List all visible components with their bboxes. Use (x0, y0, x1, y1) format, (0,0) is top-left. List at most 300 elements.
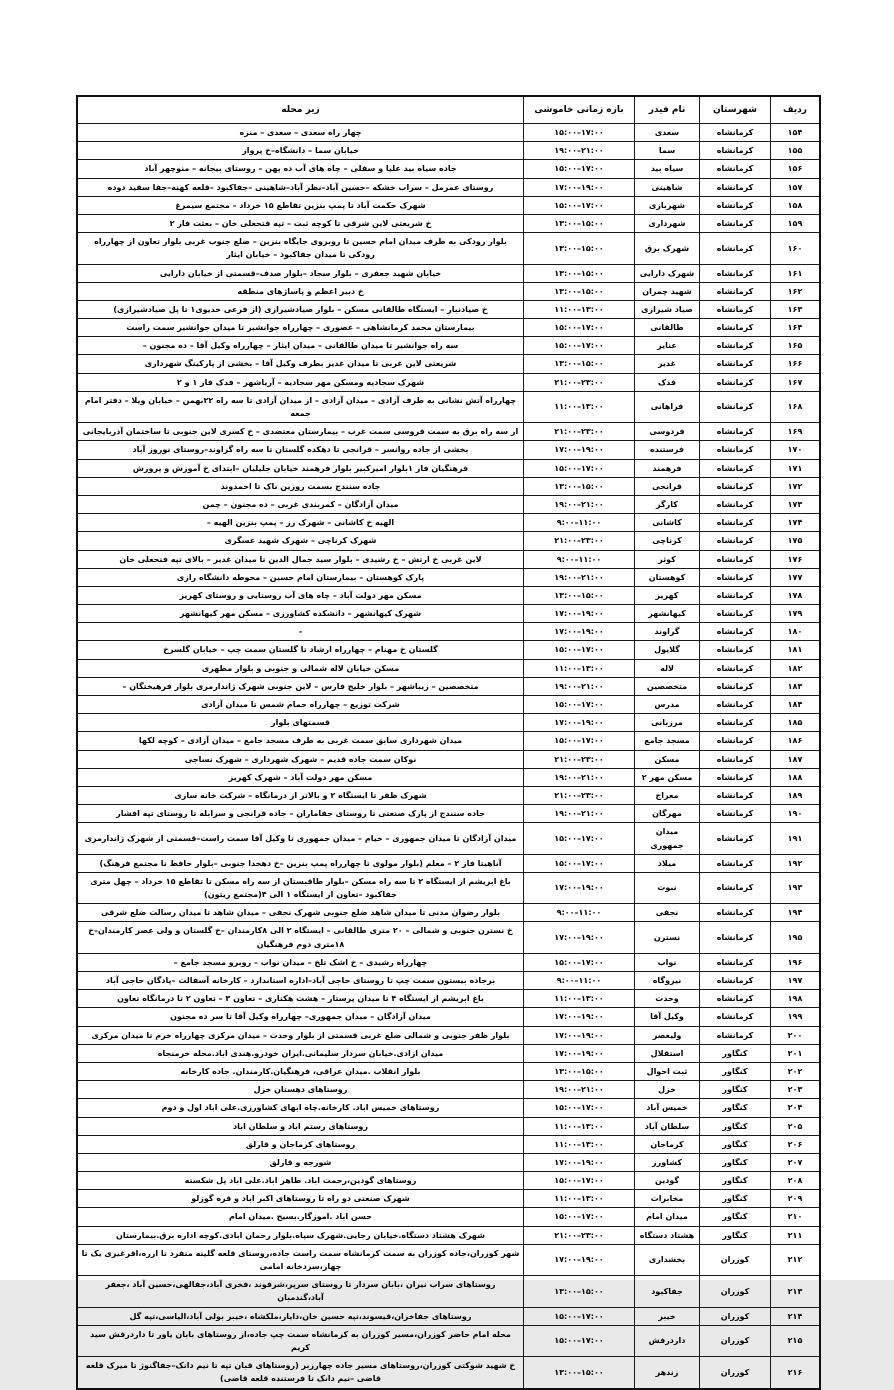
county-cell: کرمانشاه (700, 953, 771, 971)
row-number-cell: ۱۶۱ (771, 264, 821, 282)
row-number-cell: ۱۶۷ (771, 373, 821, 391)
table-row (77, 160, 820, 178)
feeder-cell: ثبت احوال (635, 1062, 700, 1080)
header-row-number: ردیف (771, 96, 821, 124)
feeder-cell: فراهانی (635, 391, 700, 422)
table-row (77, 1099, 820, 1117)
table-row (77, 441, 820, 459)
county-cell: کرمانشاه (700, 355, 771, 373)
sub-locality-cell: قسمتهای بلوار (77, 714, 524, 732)
table-row (77, 391, 820, 422)
county-cell: کوزران (700, 1244, 771, 1275)
county-cell: کرمانشاه (700, 990, 771, 1008)
county-cell: کرمانشاه (700, 677, 771, 695)
feeder-cell: کوهستان (635, 568, 700, 586)
county-cell: کرمانشاه (700, 696, 771, 714)
table-row (77, 1208, 820, 1226)
feeder-cell: کرناچی (635, 532, 700, 550)
time-range-cell: ۱۹:۰۰–۲۱:۰۰ (524, 768, 635, 786)
time-range-cell: ۹:۰۰–۱۱:۰۰ (524, 904, 635, 922)
table-row (77, 300, 820, 318)
sub-locality-cell: روستاهای گودین،رحمت اباد. طاهر اباد.علی اباد پل شکسته (77, 1172, 524, 1190)
row-number-cell: ۱۸۸ (771, 768, 821, 786)
row-number-cell: ۱۶۲ (771, 282, 821, 300)
county-cell: کرمانشاه (700, 196, 771, 214)
table-row (77, 142, 820, 160)
sub-locality-cell: خ نسترن جنوبی و شمالی – ۲۰ متری طالقانی – ایستگاه ۲ الی ۸کارمندان –خ گلستان و ولی عصر کارمندان–خ ۱۸متری دوم فرهنگیان (77, 922, 524, 953)
sub-locality-cell: چهارراه رشیدی – خ اشک تلخ – میدان نواب – روبرو مسجد جامع – (77, 953, 524, 971)
row-number-cell: ۲۰۶ (771, 1135, 821, 1153)
time-range-cell: ۱۷:۰۰–۱۹:۰۰ (524, 1026, 635, 1044)
sub-locality-cell: روستاهای جفاخزان،قیسوند،تپه حسین خان،دایار،ملکشاه ،خیبر بولی آباد،الیاسی،تپه گل (77, 1307, 524, 1325)
row-number-cell: ۱۶۴ (771, 319, 821, 337)
sub-locality-cell: روستای عمرمل – سراب خشکه –حسین آباد–نظر آباد–شاهینی –جفاکبود –قلعه کهنه–جفا سفید دوده (77, 178, 524, 196)
table-row (77, 196, 820, 214)
feeder-cell: شهرک دارایی (635, 264, 700, 282)
county-cell: کرمانشاه (700, 214, 771, 232)
table-row (77, 1081, 820, 1099)
county-cell: کرمانشاه (700, 786, 771, 804)
table-row (77, 477, 820, 495)
feeder-cell: مدرس (635, 696, 700, 714)
feeder-cell: خزل (635, 1081, 700, 1099)
time-range-cell: ۱۷:۰۰–۱۹:۰۰ (524, 872, 635, 903)
time-range-cell: ۱۵:۰۰–۱۷:۰۰ (524, 854, 635, 872)
sub-locality-cell: الهیه خ کاشانی – شهرک رز – پمپ بنزین الهیه – (77, 514, 524, 532)
sub-locality-cell: باغ ابریشم از ایستگاه ۴ تا میدان پرستار – هشت هکتاری – تعاون ۳ – تعاون ۲ تا درمانگاه تعاون (77, 990, 524, 1008)
county-cell: کرمانشاه (700, 1026, 771, 1044)
sub-locality-cell: از سه راه برق به سمت فروسی سمت غرب – بیمارستان معتضدی – خ کسری لاین جنوبی تا ساختمان آذربایجانی (77, 423, 524, 441)
feeder-cell: ولیعصر (635, 1026, 700, 1044)
time-range-cell: ۱۱:۰۰–۱۳:۰۰ (524, 1135, 635, 1153)
sub-locality-cell: بلوار رضوان مدنی تا میدان شاهد ضلع جنوبی شهرک نجفی – میدان شاهد تا میدان رسالت ضلع شرقی (77, 904, 524, 922)
feeder-cell: گراوند (635, 623, 700, 641)
table-row (77, 1325, 820, 1356)
row-number-cell: ۲۰۱ (771, 1044, 821, 1062)
sub-locality-cell: خیابان سما – دانشگاه–خ پرواز (77, 142, 524, 160)
row-number-cell: ۲۰۸ (771, 1172, 821, 1190)
county-cell: کوزران (700, 1357, 771, 1389)
time-range-cell: ۲۱:۰۰–۲۳:۰۰ (524, 423, 635, 441)
row-number-cell: ۱۷۸ (771, 586, 821, 604)
feeder-cell: شهربازی (635, 196, 700, 214)
time-range-cell: ۱۱:۰۰–۱۳:۰۰ (524, 1190, 635, 1208)
county-cell: کرمانشاه (700, 623, 771, 641)
row-number-cell: ۲۰۲ (771, 1062, 821, 1080)
feeder-cell: مسکن مهر ۲ (635, 768, 700, 786)
time-range-cell: ۲۱:۰۰–۲۳:۰۰ (524, 532, 635, 550)
sub-locality-cell: روستاهای کرماجان و قارلق (77, 1135, 524, 1153)
row-number-cell: ۲۱۶ (771, 1357, 821, 1389)
county-cell: کرمانشاه (700, 532, 771, 550)
table-row (77, 1226, 820, 1244)
county-cell: کرمانشاه (700, 823, 771, 854)
row-number-cell: ۱۹۳ (771, 872, 821, 903)
county-cell: کرمانشاه (700, 550, 771, 568)
row-number-cell: ۲۰۰ (771, 1026, 821, 1044)
time-range-cell: ۱۹:۰۰–۲۱:۰۰ (524, 495, 635, 513)
feeder-cell: کهریز (635, 586, 700, 604)
time-range-cell: ۲۱:۰۰–۲۳:۰۰ (524, 786, 635, 804)
table-row (77, 623, 820, 641)
time-range-cell: ۱۷:۰۰–۱۹:۰۰ (524, 605, 635, 623)
table-row (77, 373, 820, 391)
table-row (77, 319, 820, 337)
time-range-cell: ۲۱:۰۰–۲۳:۰۰ (524, 1226, 635, 1244)
table-row (77, 532, 820, 550)
time-range-cell: ۱۱:۰۰–۱۳:۰۰ (524, 1117, 635, 1135)
table-row (77, 1357, 820, 1389)
table-row (77, 233, 820, 264)
sub-locality-cell: خیابان شهید جعفری – بلوار سجاد –بلوار صدف–قسمتی از خیابان دارایی (77, 264, 524, 282)
table-row (77, 1190, 820, 1208)
time-range-cell: ۱۵:۰۰–۱۷:۰۰ (524, 124, 635, 142)
table-row (77, 854, 820, 872)
county-cell: کرمانشاه (700, 337, 771, 355)
row-number-cell: ۱۹۷ (771, 972, 821, 990)
row-number-cell: ۱۷۳ (771, 495, 821, 513)
table-row (77, 641, 820, 659)
sub-locality-cell: برجاده بیستون سمت چپ تا روستای حاجی آباد–اداره استاندارد – کارخانه آسفالت –پادگان حاجی آباد (77, 972, 524, 990)
sub-locality-cell: خ شهید شوکتی کوزران،روستاهای مسیر جاده چهارزبر (روستاهای قبان تپه تا نیم دانک–جفاگنوژ تا میرک قلعه قاضی –نیم دانک تا فرستنده قلعه قاضی) (77, 1357, 524, 1389)
row-number-cell: ۲۱۵ (771, 1325, 821, 1356)
sub-locality-cell: میدان آزادگان تا میدان جمهوری – خیام – میدان جمهوری تا وکیل آقا سمت راست–قسمتی از شهرک ژاندارمری (77, 823, 524, 854)
row-number-cell: ۱۵۵ (771, 142, 821, 160)
feeder-cell: کاشانی (635, 514, 700, 532)
row-number-cell: ۱۶۰ (771, 233, 821, 264)
time-range-cell: ۱۳:۰۰–۱۵:۰۰ (524, 355, 635, 373)
row-number-cell: ۱۷۱ (771, 459, 821, 477)
feeder-cell: مهرگان (635, 805, 700, 823)
header-outage-time: بازه زمانی خاموشی (524, 96, 635, 124)
county-cell: کوزران (700, 1325, 771, 1356)
feeder-cell: داردرفش (635, 1325, 700, 1356)
county-cell: کنگاور (700, 1117, 771, 1135)
sub-locality-cell: بیمارستان محمد کرمانشاهی – عصوری – چهارراه جوانشیر تا میدان جوانشیر سمت راست (77, 319, 524, 337)
row-number-cell: ۱۸۳ (771, 677, 821, 695)
table-row (77, 1117, 820, 1135)
row-number-cell: ۱۷۵ (771, 532, 821, 550)
row-number-cell: ۱۷۶ (771, 550, 821, 568)
time-range-cell: ۱۵:۰۰–۱۷:۰۰ (524, 459, 635, 477)
outage-table-container (76, 95, 821, 1390)
sub-locality-cell: گلستان خ مهنام – چهارراه ارشاد تا گلستان سمت چپ – خیابان گلسرخ (77, 641, 524, 659)
feeder-cell: جفاکبود (635, 1276, 700, 1307)
sub-locality-cell: بلوار رودکی به طرف میدان امام حسین تا روبروی جایگاه بنزین – ضلع جنوب غربی بلوار تعاون از چهارراه رودکی تا میدان جفاکبود – خیابان ایثار (77, 233, 524, 264)
sub-locality-cell: شهرک هشتاد دستگاه.خیابان رجایی.شهرک سپاه.بلوار رحمان ابادی.کوچه اداره برق.بیمارستان (77, 1226, 524, 1244)
row-number-cell: ۱۸۷ (771, 750, 821, 768)
table-row (77, 872, 820, 903)
county-cell: کنگاور (700, 1208, 771, 1226)
time-range-cell: ۱۷:۰۰–۱۹:۰۰ (524, 1008, 635, 1026)
county-cell: کرمانشاه (700, 872, 771, 903)
table-row (77, 568, 820, 586)
feeder-cell: فرهمند (635, 459, 700, 477)
row-number-cell: ۲۱۱ (771, 1226, 821, 1244)
feeder-cell: فردوسی (635, 423, 700, 441)
time-range-cell: ۱۷:۰۰–۱۹:۰۰ (524, 1044, 635, 1062)
time-range-cell: ۱۱:۰۰–۱۳:۰۰ (524, 990, 635, 1008)
feeder-cell: متخصصین (635, 677, 700, 695)
time-range-cell: ۱۷:۰۰–۱۹:۰۰ (524, 714, 635, 732)
table-row (77, 1135, 820, 1153)
feeder-cell: زندهر (635, 1357, 700, 1389)
table-row (77, 1244, 820, 1275)
time-range-cell: ۱۵:۰۰–۱۷:۰۰ (524, 732, 635, 750)
sub-locality-cell: روستاهای رستم اباد و سلطان اباد (77, 1117, 524, 1135)
time-range-cell: ۱۱:۰۰–۱۳:۰۰ (524, 300, 635, 318)
county-cell: کرمانشاه (700, 124, 771, 142)
feeder-cell: میلاد (635, 854, 700, 872)
time-range-cell: ۱۹:۰۰–۲۱:۰۰ (524, 1081, 635, 1099)
table-row (77, 423, 820, 441)
row-number-cell: ۱۹۹ (771, 1008, 821, 1026)
row-number-cell: ۱۶۳ (771, 300, 821, 318)
table-row (77, 990, 820, 1008)
sub-locality-cell: باغ ابریشم از ایستگاه ۲ تا سه راه مسکن –بلوار طاقبستان از سه راه مسکن تا تقاطع ۱۵ خرداد – چهل متری جفاکبود –تعاون از ایستگاه ۱ الی ۴(مجتمع زیتون) (77, 872, 524, 903)
feeder-cell: میدان امام (635, 1208, 700, 1226)
sub-locality-cell: روستاهای سراب نیران ،بابان سردار تا روستای سرپر،شرفوند ،فخری آباد،جفالهی،حسین آباد ،جعفر آباد،گندمبان (77, 1276, 524, 1307)
row-number-cell: ۱۷۰ (771, 441, 821, 459)
row-number-cell: ۱۷۷ (771, 568, 821, 586)
table-row (77, 495, 820, 513)
time-range-cell: ۱۹:۰۰–۲۱:۰۰ (524, 677, 635, 695)
county-cell: کرمانشاه (700, 233, 771, 264)
table-row (77, 514, 820, 532)
header-county: شهرستان (700, 96, 771, 124)
sub-locality-cell: چهارراه آتش نشانی به طرف آزادی – میدان آزادی – از میدان آزادی تا سه راه ۲۲بهمن – خیابان ویلا – دفتر امام جمعه (77, 391, 524, 422)
row-number-cell: ۱۹۶ (771, 953, 821, 971)
feeder-cell: کشاورز (635, 1153, 700, 1171)
county-cell: کرمانشاه (700, 922, 771, 953)
row-number-cell: ۱۸۶ (771, 732, 821, 750)
sub-locality-cell: بخشی از جاده روانسر – قرانجی تا دهکده گلستان تا سه راه گراوند–روستای نوروز آباد (77, 441, 524, 459)
sub-locality-cell: خ شریعتی لاین شرقی تا کوچه ثبت – تپه فتحعلی خان – بعثت فاز ۲ (77, 214, 524, 232)
feeder-cell: طالقانی (635, 319, 700, 337)
sub-locality-cell: روستاهای دهستان خزل (77, 1081, 524, 1099)
time-range-cell: ۱۳:۰۰–۱۵:۰۰ (524, 477, 635, 495)
row-number-cell: ۱۹۴ (771, 904, 821, 922)
county-cell: کرمانشاه (700, 300, 771, 318)
feeder-cell: مرزبانی (635, 714, 700, 732)
county-cell: کرمانشاه (700, 750, 771, 768)
row-number-cell: ۱۹۵ (771, 922, 821, 953)
county-cell: کرمانشاه (700, 586, 771, 604)
time-range-cell: ۱۷:۰۰–۱۹:۰۰ (524, 441, 635, 459)
table-row (77, 214, 820, 232)
sub-locality-cell: محله امام حاضر کوزران،مسیر کوزران به کرمانشاه سمت چپ جاده،از روستاهای بابان یاور تا داردرفش سید کریم (77, 1325, 524, 1356)
table-body (77, 124, 820, 1389)
table-row (77, 922, 820, 953)
outage-schedule-table (76, 95, 821, 1390)
feeder-cell: عنایر (635, 337, 700, 355)
sub-locality-cell: خ دبیر اعظم و پاساژهای منطقه (77, 282, 524, 300)
sub-locality-cell: میدان ازادی.خیابان سردار سلیمانی.ایران خودرو.هندی اباد.محله خرمنجاه (77, 1044, 524, 1062)
row-number-cell: ۱۷۹ (771, 605, 821, 623)
time-range-cell: ۹:۰۰–۱۱:۰۰ (524, 514, 635, 532)
table-row (77, 124, 820, 142)
table-row (77, 282, 820, 300)
feeder-cell: خیبر (635, 1307, 700, 1325)
header-sub-locality: زیر محله (77, 96, 524, 124)
sub-locality-cell: نوکان سمت جاده قدیم – شهرک شهرداری – شهرک نساجی (77, 750, 524, 768)
time-range-cell: ۹:۰۰–۱۱:۰۰ (524, 972, 635, 990)
time-range-cell: ۱۳:۰۰–۱۵:۰۰ (524, 282, 635, 300)
feeder-cell: معراج (635, 786, 700, 804)
sub-locality-cell: فرهنگیان فاز ۱بلوار امیرکبیر بلوار فرهمند خیابان جلیلیان –ابتدای خ آموزش و پرورش (77, 459, 524, 477)
sub-locality-cell: شهرک ظفر تا ایستگاه ۲ و بالاتر از درمانگاه – شرکت خانه سازی (77, 786, 524, 804)
table-row (77, 1172, 820, 1190)
feeder-cell: هشتاد دستگاه (635, 1226, 700, 1244)
row-number-cell: ۱۸۰ (771, 623, 821, 641)
feeder-cell: وحدت (635, 990, 700, 1008)
county-cell: کرمانشاه (700, 391, 771, 422)
feeder-cell: مسجد جامع (635, 732, 700, 750)
sub-locality-cell: میدان آزادگان – کمربندی غربی – ده مجنون – چمن (77, 495, 524, 513)
row-number-cell: ۲۱۳ (771, 1276, 821, 1307)
time-range-cell: ۱۹:۰۰–۲۱:۰۰ (524, 142, 635, 160)
row-number-cell: ۱۹۱ (771, 823, 821, 854)
row-number-cell: ۱۸۲ (771, 659, 821, 677)
sub-locality-cell: شرکت توزیع – چهارراه حمام شمس تا میدان آزادی (77, 696, 524, 714)
feeder-cell: شاهینی (635, 178, 700, 196)
sub-locality-cell: لاین غربی خ ارتش – خ رشیدی – بلوار سید جمال الدین تا میدان غدیر – بالای تپه فتحعلی خان (77, 550, 524, 568)
table-row (77, 1062, 820, 1080)
feeder-cell: سما (635, 142, 700, 160)
time-range-cell: ۱۵:۰۰–۱۷:۰۰ (524, 696, 635, 714)
table-row (77, 1276, 820, 1307)
table-row (77, 178, 820, 196)
sub-locality-cell: چهار راه سعدی – سعدی – منزه (77, 124, 524, 142)
county-cell: کرمانشاه (700, 972, 771, 990)
table-row (77, 904, 820, 922)
row-number-cell: ۲۰۹ (771, 1190, 821, 1208)
row-number-cell: ۱۵۶ (771, 160, 821, 178)
feeder-cell: صیاد شیرازی (635, 300, 700, 318)
row-number-cell: ۱۵۴ (771, 124, 821, 142)
table-row (77, 732, 820, 750)
table-row (77, 1008, 820, 1026)
row-number-cell: ۱۵۸ (771, 196, 821, 214)
feeder-cell: لاله (635, 659, 700, 677)
county-cell: کرمانشاه (700, 768, 771, 786)
time-range-cell: ۱۵:۰۰–۱۷:۰۰ (524, 337, 635, 355)
county-cell: کرمانشاه (700, 142, 771, 160)
row-number-cell: ۲۰۳ (771, 1081, 821, 1099)
county-cell: کرمانشاه (700, 659, 771, 677)
time-range-cell: ۱۵:۰۰–۱۷:۰۰ (524, 641, 635, 659)
feeder-cell: فرستنده (635, 441, 700, 459)
time-range-cell: ۱۳:۰۰–۱۵:۰۰ (524, 1062, 635, 1080)
time-range-cell: ۱۵:۰۰–۱۷:۰۰ (524, 319, 635, 337)
county-cell: کرمانشاه (700, 160, 771, 178)
sub-locality-cell: جاده سنندج بسمت روزین ناک تا احمدوند (77, 477, 524, 495)
county-cell: کنگاور (700, 1226, 771, 1244)
county-cell: کنگاور (700, 1153, 771, 1171)
table-row (77, 953, 820, 971)
county-cell: کنگاور (700, 1044, 771, 1062)
sub-locality-cell: شهرک صنعتی دو راه تا روستاهای اکبر اباد و قره گوزلو (77, 1190, 524, 1208)
table-row (77, 1153, 820, 1171)
header-feeder-name: نام فیدر (635, 96, 700, 124)
table-row (77, 972, 820, 990)
time-range-cell: ۱۷:۰۰–۱۹:۰۰ (524, 922, 635, 953)
table-row (77, 786, 820, 804)
feeder-cell: میدان جمهوری (635, 823, 700, 854)
table-row (77, 586, 820, 604)
county-cell: کرمانشاه (700, 605, 771, 623)
time-range-cell: ۱۵:۰۰–۱۷:۰۰ (524, 1172, 635, 1190)
sub-locality-cell: جاده سنندج از پارک صنعتی تا روستای جفاماران – جاده قرانجی و سرابله تا روستای تپه افشار (77, 805, 524, 823)
table-row (77, 750, 820, 768)
sub-locality-cell: مسکن مهر دولت آباد – چاه های آب روستایی و روستای کهریز (77, 586, 524, 604)
county-cell: کرمانشاه (700, 641, 771, 659)
time-range-cell: ۱۳:۰۰–۱۵:۰۰ (524, 264, 635, 282)
sub-locality-cell: میدان آزادگان – میدان جمهوری– چهارراه وکیل آقا تا سر ده مجنون (77, 1008, 524, 1026)
sub-locality-cell: شهرک حکمت آباد تا پمپ بنزین تقاطع ۱۵ خرداد – مجتمع سیمرغ (77, 196, 524, 214)
row-number-cell: ۱۸۵ (771, 714, 821, 732)
county-cell: کرمانشاه (700, 732, 771, 750)
row-number-cell: ۱۶۵ (771, 337, 821, 355)
time-range-cell: ۱۳:۰۰–۱۵:۰۰ (524, 214, 635, 232)
feeder-cell: مسکن (635, 750, 700, 768)
row-number-cell: ۱۶۸ (771, 391, 821, 422)
county-cell: کرمانشاه (700, 805, 771, 823)
feeder-cell: گودین (635, 1172, 700, 1190)
row-number-cell: ۲۱۲ (771, 1244, 821, 1275)
table-row (77, 714, 820, 732)
county-cell: کرمانشاه (700, 373, 771, 391)
sub-locality-cell: شهرک سجادیه ومسکن مهر سجادیه – آریاشهر – فدک فاز ۱ و ۲ (77, 373, 524, 391)
county-cell: کرمانشاه (700, 714, 771, 732)
time-range-cell: ۱۷:۰۰–۱۹:۰۰ (524, 1153, 635, 1171)
table-row (77, 805, 820, 823)
time-range-cell: ۱۱:۰۰–۱۳:۰۰ (524, 391, 635, 422)
feeder-cell: گلایول (635, 641, 700, 659)
county-cell: کرمانشاه (700, 264, 771, 282)
row-number-cell: ۱۹۲ (771, 854, 821, 872)
table-row (77, 823, 820, 854)
feeder-cell: شهید چمران (635, 282, 700, 300)
time-range-cell: ۱۳:۰۰–۱۵:۰۰ (524, 1276, 635, 1307)
time-range-cell: ۱۳:۰۰–۱۵:۰۰ (524, 233, 635, 264)
time-range-cell: ۲۱:۰۰–۲۳:۰۰ (524, 373, 635, 391)
feeder-cell: قرانجی (635, 477, 700, 495)
feeder-cell: سعدی (635, 124, 700, 142)
county-cell: کرمانشاه (700, 319, 771, 337)
sub-locality-cell: بلوار ظفر جنوبی و شمالی ضلع غربی قسمتی از بلوار وحدت – میدان مرکزی چهارراه خرم تا میدان مرکزی (77, 1026, 524, 1044)
county-cell: کوزران (700, 1307, 771, 1325)
time-range-cell: ۱۷:۰۰–۱۹:۰۰ (524, 1244, 635, 1275)
county-cell: کنگاور (700, 1062, 771, 1080)
feeder-cell: کرماجان (635, 1135, 700, 1153)
row-number-cell: ۱۵۷ (771, 178, 821, 196)
county-cell: کرمانشاه (700, 1008, 771, 1026)
feeder-cell: مخابرات (635, 1190, 700, 1208)
row-number-cell: ۲۰۵ (771, 1117, 821, 1135)
feeder-cell: شهرک برق (635, 233, 700, 264)
time-range-cell: ۹:۰۰–۱۱:۰۰ (524, 550, 635, 568)
feeder-cell: وکیل آقا (635, 1008, 700, 1026)
county-cell: کرمانشاه (700, 514, 771, 532)
row-number-cell: ۱۷۴ (771, 514, 821, 532)
time-range-cell: ۲۱:۰۰–۲۳:۰۰ (524, 750, 635, 768)
feeder-cell: سیاه بید (635, 160, 700, 178)
county-cell: کرمانشاه (700, 459, 771, 477)
feeder-cell: کوثر (635, 550, 700, 568)
feeder-cell: نیروگاه (635, 972, 700, 990)
sub-locality-cell: شورجه و قارلق (77, 1153, 524, 1171)
